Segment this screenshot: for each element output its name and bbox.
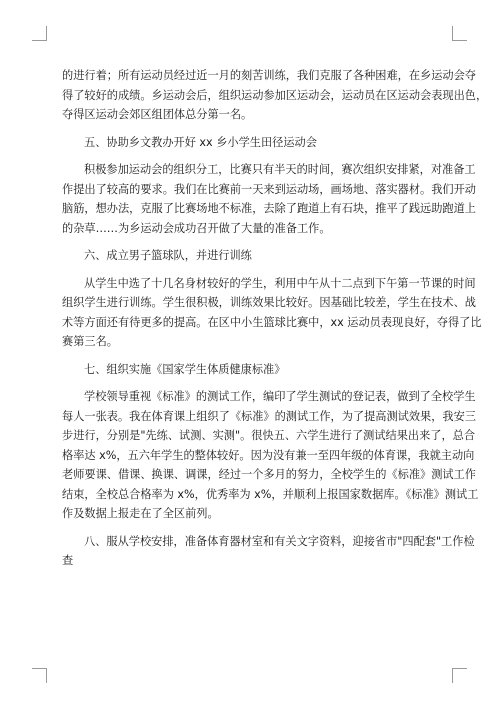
paragraph-line: 结束，全校总合格率为 x%，优秀率为 x%，并顺利上报国家数据库。《标准》测试工 [62, 487, 479, 501]
corner-mark-bottom-left [32, 668, 47, 683]
paragraph-line: 作及数据上报走在了全区前列。 [62, 507, 219, 520]
paragraph-line: 夺得区运动会郊区组团体总分第一名。 [62, 108, 253, 121]
paragraph-line: 每人一张表。我在体育课上组织了《标准》的测试工作，为了提高测试效果，我安三 [62, 409, 476, 423]
paragraph-line: 步进行，分别是"先练、试测、实测"。很快五、六学生进行了测试结果出来了，总合 [62, 429, 476, 442]
paragraph-line: 的进行着；所有运动员经过近一月的刻苦训练，我们克服了各种困难，在乡运动会夺 [62, 69, 476, 82]
paragraph-line: 老师要课、借课、换课、调课，经过一个多月的努力，全校学生的《标准》测试工作 [62, 468, 476, 481]
paragraph-line: 脑筋，想办法，克服了比赛场地不标准，去除了跑道上有石块，推平了践远助跑道上 [62, 202, 476, 215]
section-heading: 八、服从学校安排，准备体育器材室和有关文字资料，迎接省市"四配套"工作检 [84, 534, 475, 548]
paragraph-line: 组织学生进行训练。学生很积极，训练效果比较好。因基础比较差，学生在技术、战 [62, 296, 476, 309]
paragraph-line: 积极参加运动会的组织分工，比赛只有半天的时间，赛次组织安排紧，对准备工 [84, 163, 476, 176]
section-heading: 六、成立男子篮球队，并进行训练 [84, 249, 252, 262]
paragraph-line: 术等方面还有待更多的提高。在区中小生篮球比赛中，xx 运动员表现良好，夺得了比 [62, 315, 482, 329]
paragraph-line: 的杂草……为乡运动会成功召开做了大量的准备工作。 [62, 221, 331, 235]
paragraph-line: 得了较好的成绩。乡运动会后，组织运动参加区运动会，运动员在区运动会表现出色， [62, 88, 488, 102]
section-heading: 七、组织实施《国家学生体质健康标准》 [84, 362, 286, 376]
paragraph-line: 作提出了较高的要求。我们在比赛前一天来到运动场，画场地、落实器材。我们开动 [62, 182, 476, 196]
paragraph-line: 格率达 x%，五六年学生的整体较好。因为没有兼一至四年级的体育课，我就主动向 [62, 448, 475, 462]
document-body [62, 66, 488, 571]
corner-mark-bottom-right [452, 668, 467, 683]
section-heading-continuation: 查 [62, 554, 74, 567]
paragraph-line: 学校领导重视《标准》的测试工作，编印了学生测试的登记表，做到了全校学生 [84, 390, 476, 403]
section-heading: 五、协助乡文教办开好 xx 乡小学生田径运动会 [84, 135, 317, 149]
paragraph-line: 赛第三名。 [62, 335, 118, 348]
paragraph-line: 从学生中选了十几名身材较好的学生，利用中午从十二点到下午第一节课的时间 [84, 276, 476, 290]
corner-mark-top-right [452, 26, 467, 41]
corner-mark-top-left [32, 26, 47, 41]
